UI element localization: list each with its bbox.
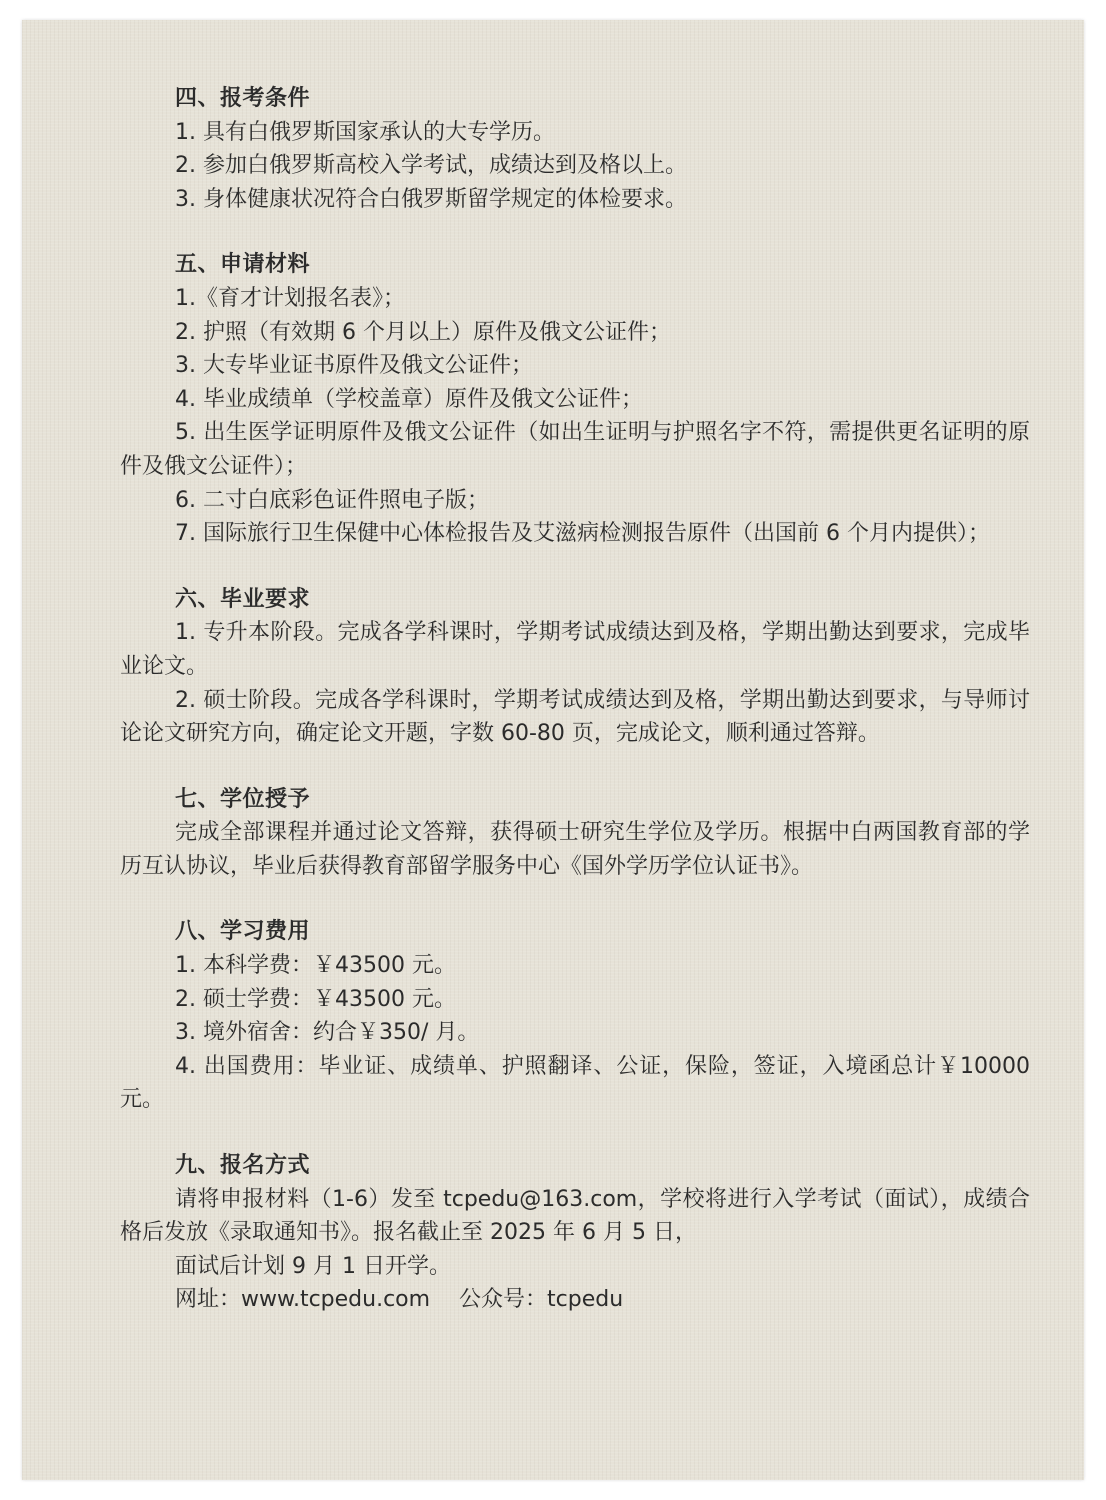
degree-paragraph: 完成全部课程并通过论文答辩，获得硕士研究生学位及学历。根据中白两国教育部的学历互认协议，毕业后获得教育部留学服务中心《国外学历学位认证书》。 <box>120 820 1030 879</box>
section-degree-award <box>120 783 1030 884</box>
section-application-requirements <box>120 82 1030 216</box>
section-title: 九、报名方式 <box>175 1153 311 1179</box>
fee-item: 2. 硕士学费：￥43500 元。 <box>175 986 456 1012</box>
fee-item: 1. 本科学费：￥43500 元。 <box>175 953 456 979</box>
section-title: 七、学位授予 <box>175 786 311 812</box>
registration-paragraph: 请将申报材料（1-6）发至 tcpedu@163.com，学校将进行入学考试（面试），成绩合格后发放《录取通知书》。报名截止至 2025 年 6 月 5 日， <box>120 1186 1030 1246</box>
section-title: 四、报考条件 <box>175 86 311 111</box>
requirement-item: 3. 身体健康状况符合白俄罗斯留学规定的体检要求。 <box>175 186 687 212</box>
material-item: 3. 大专毕业证书原件及俄文公证件； <box>175 353 533 379</box>
material-item: 1.《育才计划报名表》； <box>175 285 405 311</box>
graduation-item: 1. 专升本阶段。完成各学科课时，学期考试成绩达到及格，学期出勤达到要求，完成毕业论文。 <box>120 620 1030 679</box>
section-graduation-requirements <box>120 583 1030 751</box>
material-item: 6. 二寸白底彩色证件照电子版； <box>175 487 489 513</box>
material-item: 7. 国际旅行卫生保健中心体检报告及艾滋病检测报告原件（出国前 6 个月内提供）； <box>175 521 990 547</box>
material-item: 5. 出生医学证明原件及俄文公证件（如出生证明与护照名字不符，需提供更名证明的原件及俄文公证件）； <box>120 420 1030 479</box>
fee-item: 3. 境外宿舍：约合￥350/ 月。 <box>175 1020 480 1046</box>
section-application-materials <box>120 248 1030 550</box>
section-tuition-fees <box>120 915 1030 1117</box>
section-title: 八、学习费用 <box>175 919 311 945</box>
contact-info: 网址：www.tcpedu.com 公众号：tcpedu <box>175 1287 624 1313</box>
requirement-item: 2. 参加白俄罗斯高校入学考试，成绩达到及格以上。 <box>175 153 687 179</box>
graduation-item: 2. 硕士阶段。完成各学科课时，学期考试成绩达到及格，学期出勤达到要求，与导师讨论论文研究方向，确定论文开题，字数 60-80 页，完成论文，顺利通过答辩。 <box>120 687 1030 747</box>
requirement-item: 1. 具有白俄罗斯国家承认的大专学历。 <box>175 119 555 145</box>
registration-start-date: 面试后计划 9 月 1 日开学。 <box>175 1253 451 1279</box>
section-title: 五、申请材料 <box>175 252 311 278</box>
fee-item: 4. 出国费用：毕业证、成绩单、护照翻译、公证，保险，签证，入境函总计￥10000 元。 <box>120 1053 1030 1113</box>
document-content <box>120 82 1030 1349</box>
material-item: 2. 护照（有效期 6 个月以上）原件及俄文公证件； <box>175 319 671 345</box>
document-page <box>22 20 1084 1480</box>
section-registration-method <box>120 1149 1030 1317</box>
section-title: 六、毕业要求 <box>175 586 311 612</box>
material-item: 4. 毕业成绩单（学校盖章）原件及俄文公证件； <box>175 386 643 412</box>
